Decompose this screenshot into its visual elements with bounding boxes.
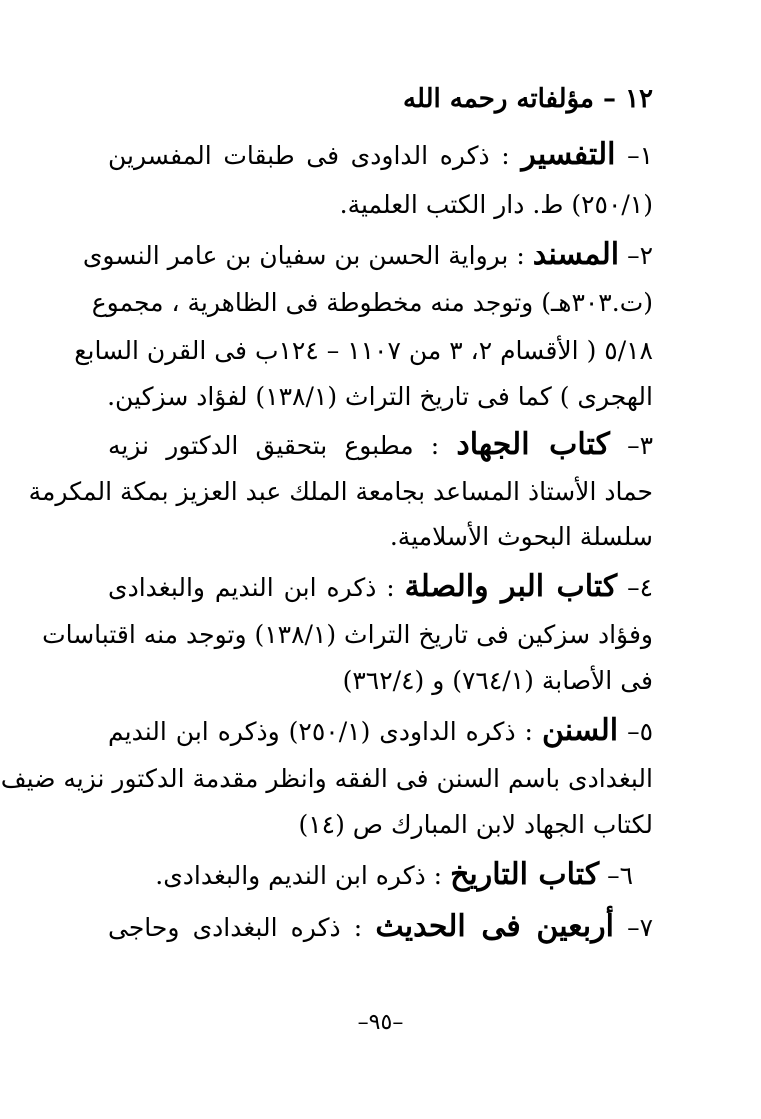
entry-7-text: : ذكره البغدادى وحاجى	[108, 913, 363, 942]
entry-6-text: : ذكره ابن النديم والبغدادى.	[155, 861, 443, 890]
entry-1-number: ١–	[627, 141, 653, 170]
entry-6-term: كتاب التاريخ	[450, 857, 600, 892]
entry-3-text: : مطبوع بتحقيق الدكتور نزيه	[108, 431, 440, 460]
entry-1-text: : ذكره الداودى فى طبقات المفسرين	[108, 141, 510, 170]
entry-1-line-1	[108, 138, 653, 173]
entry-2-line-3: ٥/١٨ ( الأقسام ٢، ٣ من ١١٠٧ – ١٢٤ب فى القرن السابع	[74, 336, 653, 365]
entry-4-term: كتاب البر والصلة	[404, 569, 618, 604]
entry-1-term: التفسير	[521, 137, 616, 172]
entry-3-line-2: حماد الأستاذ المساعد بجامعة الملك عبد العزيز بمكة المكرمة	[28, 477, 653, 506]
section-heading: ١٢ – مؤلفاته رحمه الله	[403, 84, 653, 114]
entry-2-line-4: الهجرى ) كما فى تاريخ التراث (١٣٨/١) لفؤاد سزكين.	[107, 382, 653, 411]
entry-4-text: : ذكره ابن النديم والبغدادى	[108, 573, 395, 602]
entry-4-line-2: وفؤاد سزكين فى تاريخ التراث (١٣٨/١) وتوجد منه اقتباسات	[42, 620, 653, 649]
entry-3-number: ٣–	[627, 431, 653, 460]
entry-5-number: ٥–	[627, 717, 653, 746]
entry-5-text: : ذكره الداودى (٢٥٠/١) وذكره ابن النديم	[108, 717, 533, 746]
entry-2-line-1	[82, 237, 653, 273]
entry-2-number: ٢–	[627, 241, 653, 270]
entry-3-line-1	[108, 428, 653, 463]
entry-2-text: : برواية الحسن بن سفيان بن عامر النسوى	[82, 241, 525, 270]
entry-4-line-3: فى الأصابة (٧٦٤/١) و (٣٦٢/٤)	[342, 666, 653, 695]
entry-5-line-1	[108, 714, 653, 749]
entry-3-term: كتاب الجهاد	[456, 427, 610, 462]
entry-1-line-2: (٢٥٠/١) ط. دار الكتب العلمية.	[339, 190, 653, 219]
page-number: –٩٥–	[357, 1010, 404, 1035]
entry-2-line-2: (ت.٣٠٣هـ) وتوجد منه مخطوطة فى الظاهرية ، مجموع	[91, 288, 653, 317]
entry-2-term: المسند	[532, 237, 620, 272]
entry-7-term: أربعين فى الحديث	[375, 909, 614, 944]
entry-7-number: ٧–	[627, 913, 653, 942]
entry-4-line-1	[108, 570, 653, 605]
entry-3-line-3: سلسلة البحوث الأسلامية.	[389, 522, 653, 551]
entry-6-line-1	[88, 858, 633, 893]
entry-6-number: ٦–	[607, 861, 633, 890]
entry-5-line-3: لكتاب الجهاد لابن المبارك ص (١٤)	[298, 810, 653, 839]
entry-7-line-1	[108, 910, 653, 945]
entry-5-line-2: البغدادى باسم السنن فى الفقه وانظر مقدمة الدكتور نزيه ضيف	[0, 764, 653, 793]
entry-4-number: ٤–	[627, 573, 654, 602]
entry-5-term: السنن	[541, 713, 619, 748]
